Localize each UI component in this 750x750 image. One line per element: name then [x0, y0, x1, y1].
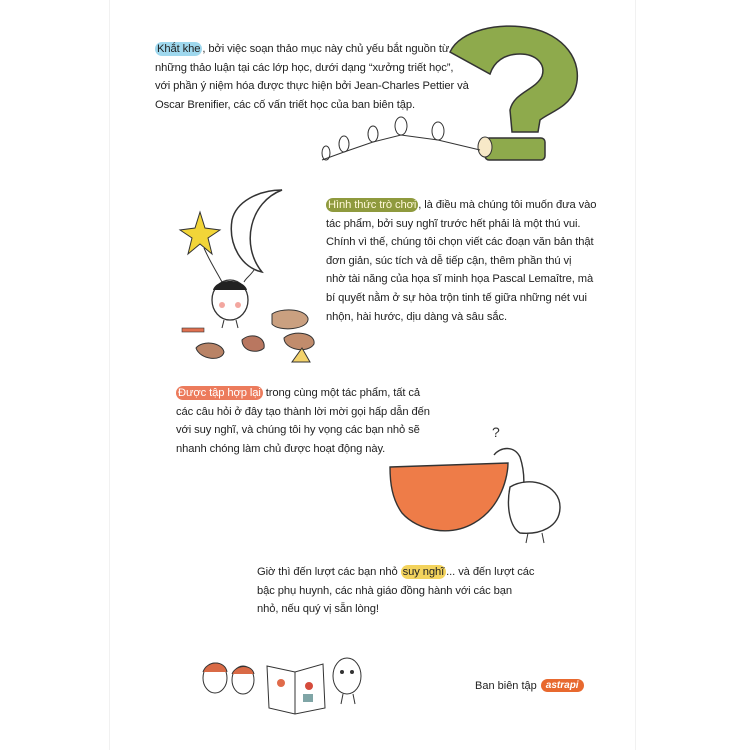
leg [353, 694, 355, 704]
text-line: Oscar Brenifier, các cố vấn triết học của ban biên tập. [155, 98, 416, 111]
character-hair [203, 663, 227, 672]
text-line: với suy nghĩ, và chúng tôi hy vọng các bạn nhỏ sẽ [176, 424, 420, 437]
question-mark-shape [450, 26, 577, 132]
text-line: Chính vì thế, chúng tôi chọn viết các đoạn văn bản thật [326, 236, 594, 249]
character-figure [339, 136, 349, 152]
highlight-thinking: suy nghĩ [402, 566, 445, 578]
text-line: với phần ý niệm hóa được thực hiện bởi Jean-Charles Pettier và [155, 80, 469, 93]
book-picture [303, 694, 313, 702]
open-book-icon [267, 664, 325, 714]
text-line: tác phẩm, bởi suy nghĩ trước hết phải là một thú vui. [326, 217, 581, 230]
pelican-bill-pouch [390, 463, 508, 531]
text-line: bậc phụ huynh, các nhà giáo đồng hành với các bạn [257, 584, 512, 597]
question-mark-dot [485, 138, 545, 160]
astrapi-logo: astrapi [541, 679, 584, 692]
text-line: các câu hỏi ở đây tạo thành lời mời gọi hấp dẫn đến [176, 405, 430, 418]
question-mark-illustration [300, 20, 600, 170]
character-figure [478, 137, 492, 157]
character-hair [232, 667, 254, 675]
highlight-rigorous: Khắt khe [157, 43, 201, 55]
text-line: , bởi việc soạn thảo mục này chủ yếu bắt nguồn từ [202, 43, 450, 55]
pelican-question-mark: ? [492, 424, 500, 440]
text-line: , là điều mà chúng tôi muốn đưa vào [418, 199, 597, 211]
pelican-body [508, 482, 560, 533]
text-line: đơn giản, súc tích và dễ tiếp cận, thêm phần thú vị [326, 254, 572, 267]
pelican-illustration [370, 415, 590, 550]
paint-blob [196, 343, 224, 358]
editorial-signature [475, 679, 584, 692]
highlight-play-form: Hình thức trò chơi [328, 199, 417, 211]
text-line: nhỏ, nếu quý vị sẵn lòng! [257, 603, 379, 616]
paragraph-your-turn [257, 563, 557, 619]
character-figure [432, 122, 444, 140]
paint-blob [272, 310, 308, 329]
character-figure [368, 126, 378, 142]
triangle-shape [292, 348, 310, 362]
string-line [244, 270, 254, 282]
eye [350, 670, 354, 674]
text-line: Giờ thì đến lượt các bạn nhỏ [257, 566, 401, 578]
star-icon [180, 212, 220, 254]
character-beret [213, 281, 247, 290]
string-line [204, 248, 222, 282]
highlight-gathered: Được tập hợp lại [178, 387, 261, 399]
moon-icon [231, 190, 282, 272]
pencil-icon [182, 328, 204, 332]
book-picture [277, 679, 285, 687]
paragraph-play-form [326, 196, 626, 326]
character-head [333, 658, 361, 694]
signature-text: Ban biên tập [475, 679, 537, 692]
pelican-leg [542, 533, 544, 543]
leg [236, 320, 238, 328]
text-line: nhanh chóng làm chủ được hoạt động này. [176, 442, 386, 455]
leg [341, 694, 343, 704]
eye [340, 670, 344, 674]
leg [222, 320, 224, 328]
book-picture [305, 682, 313, 690]
cheek [219, 302, 225, 308]
paint-blob [242, 336, 264, 351]
paint-blob [284, 333, 314, 349]
text-line: ... và đến lượt các [446, 566, 535, 578]
star-moon-illustration [180, 190, 330, 375]
character-figure [395, 117, 407, 135]
text-line: trong cùng một tác phẩm, tất cả [262, 387, 420, 399]
text-line: những thảo luận tại các lớp học, dưới dạng “xưởng triết học”, [155, 61, 454, 74]
cheek [235, 302, 241, 308]
text-line: nhờ tài năng của họa sĩ minh họa Pascal Lemaître, mà [326, 273, 594, 286]
readers-illustration [195, 638, 390, 723]
text-line: bí quyết nằm ở sự hòa trộn tinh tế giữa những nét vui [326, 291, 587, 304]
text-line: nhộn, hài hước, dịu dàng và sâu sắc. [326, 310, 508, 323]
pelican-leg [526, 533, 528, 543]
